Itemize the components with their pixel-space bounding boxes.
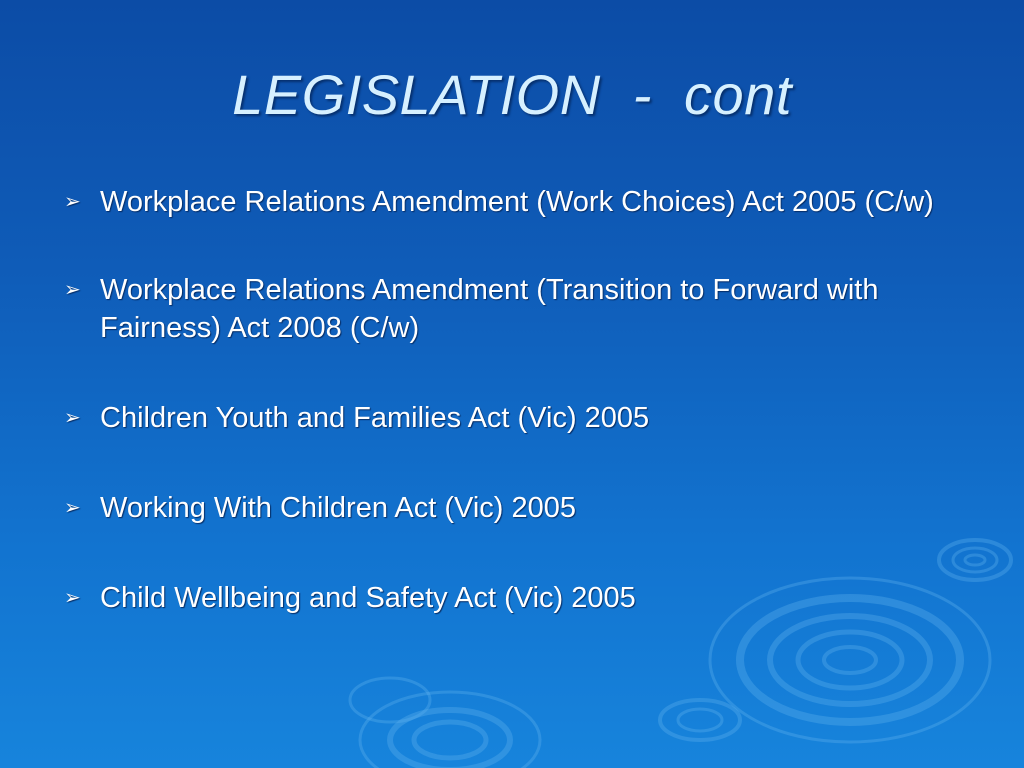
bullet-text: Working With Children Act (Vic) 2005	[100, 492, 577, 524]
arrow-bullet-icon: ➢	[64, 587, 81, 609]
list-item	[60, 489, 960, 527]
arrow-bullet-icon: ➢	[64, 279, 81, 301]
bullet-text: Workplace Relations Amendment (Work Choices) Act 2005 (C/w)	[100, 186, 934, 218]
arrow-bullet-icon: ➢	[64, 407, 81, 429]
bullet-list	[60, 183, 960, 617]
arrow-bullet-icon: ➢	[64, 191, 81, 213]
bullet-text: Child Wellbeing and Safety Act (Vic) 2005	[100, 582, 636, 614]
arrow-bullet-icon: ➢	[64, 497, 81, 519]
list-item	[60, 579, 960, 617]
list-item	[60, 271, 960, 347]
list-item	[60, 183, 960, 221]
slide-title: LEGISLATION - cont	[232, 63, 792, 126]
bullet-text: Children Youth and Families Act (Vic) 2005	[100, 402, 650, 434]
bullet-text: Workplace Relations Amendment (Transition to Forward with Fairness) Act 2008 (C/w)	[100, 274, 879, 344]
list-item	[60, 399, 960, 437]
